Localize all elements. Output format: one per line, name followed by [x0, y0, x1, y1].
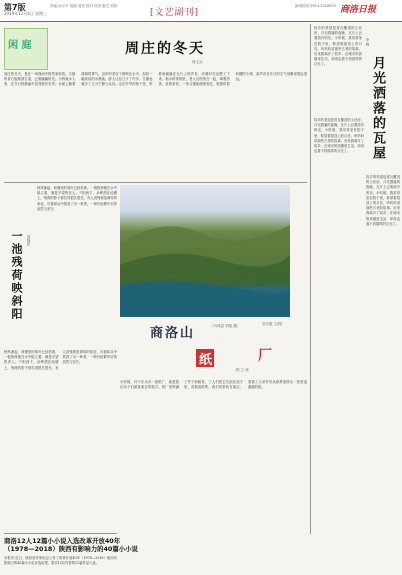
news-body: 本报讯 近日，陕西省作家协会公布了改革开放40年（1978—2018）陕西有影响力的40篇小小说评选结果，我市12位作者的12篇作品入选。 — [4, 556, 117, 566]
tagline: 新闻热线 0914-2318503 — [295, 4, 336, 8]
paper-name: 商洛日报 — [340, 5, 377, 15]
main-article-body: 周庄的冬天，是在一场细雨中悄然来临的。古镇的青石板路被打湿，泛着幽幽的光。小桥流水人家，在冬日的静谧中显得格外安详。水面上飘着薄薄的雾气，沿岸的老房子倒映在水中，如同一幅淡淡的水墨画。游人比往日少了许多，古镇也就多了几分宁静与从容。走在窄窄的巷子里，听着雨滴落在瓦片上的声音，仿佛时光也慢了下来。临水的茶馆里，老人们围坐在一起，喝着热茶，说着家常。一条乌篷船缓缓划过，船娘哼着软糯的小调，那声音在冬日的空气里飘得很远很远。 — [4, 72, 307, 87]
right-article-body-2: 故乡的老屋是青瓦覆顶的土坯房，月光洒落的夜晚，瓦片上泛着清冷的光。小时候，我常常坐在院子里，仰望着屋顶上的月亮，听奶奶讲那些古老的故事。后来我离开了故乡，在城市的高楼里生活，却再也看不到那样的月光了。 — [366, 175, 400, 226]
news-title: 商洛12人12篇小小说入选改革开放40年（1978—2018）陕西有影响力的40篇小小说 — [4, 537, 138, 553]
landscape-photo — [120, 185, 290, 317]
poem-body: 秋风渐起，荷塘里的荷叶已经枯黄，一根根荷梗在水中挺立着，像是守望的老人。夕阳西下，余晖洒在池塘上，残荷的影子被拉得很长很长。有人说残荷是凋零的象征，可我却从中看到了另一种美，一种历经繁华后的淡然与坚守。 — [4, 350, 117, 370]
divider — [4, 182, 307, 183]
right-top-body: 故乡的老屋是青瓦覆顶的土坯房，月光洒落的夜晚，瓦片上泛着清冷的光。小时候，我常常坐在院子里，仰望着屋顶上的月亮，听奶奶讲那些古老的故事。后来我离开了故乡，在城市的高楼里生活，却再也看不到那样的月光了。 — [314, 26, 362, 67]
main-article-author: 周文兵 — [192, 60, 203, 64]
page-number: 第7版 — [4, 3, 26, 12]
news-divider — [4, 533, 117, 534]
essay-author: 程 立 庚 — [236, 368, 249, 372]
mountain-lake-image — [120, 185, 290, 317]
section-title: [文艺副刊] — [150, 8, 200, 18]
column-logo-text: 闲 庭 — [8, 40, 32, 51]
essay-title-char-2: 厂 — [258, 348, 272, 364]
page-date: 2019年12月4日 星期三 — [4, 11, 48, 16]
photo-caption: 商洛山 — [150, 326, 196, 341]
poem-title: 一池残荷映斜阳 — [10, 230, 23, 321]
essay-body: 小时候，村子东头有一座纸厂，那是我们孩子们最喜欢去的地方。纸厂里堆满了竹子和稻草，工人们把它们泡在池子里，再捣成纸浆。我们常常趴在池边，看着工人用竹帘从纸浆里捞出一张张湿漉漉的纸。 — [120, 380, 307, 390]
essay-title-char-1: 纸 — [199, 353, 213, 368]
editors-line: 责编 孙小平 组版 周密 校对 杜萍 版式 邓欣 — [50, 4, 118, 8]
photo-credit: （丹凤县 刘斐 摄） — [210, 324, 241, 328]
photo-author: 刘永霞 文/图 — [262, 322, 282, 326]
right-article-title: 月光洒落的瓦屋 — [370, 56, 385, 161]
poem-author: 刘锦星 — [27, 235, 31, 246]
right-article-author: 李 峰 — [366, 38, 370, 47]
main-article-title: 周庄的冬天 — [125, 41, 205, 57]
column-divider — [310, 24, 311, 534]
right-article-body: 故乡的老屋是青瓦覆顶的土坯房，月光洒落的夜晚，瓦片上泛着清冷的光。小时候，我常常坐在院子里，仰望着屋顶上的月亮，听奶奶讲那些古老的故事。后来我离开了故乡，在城市的高楼里生活，却再也看不到那样的月光了。 — [314, 118, 364, 154]
poem-body-top: 秋风渐起，荷塘里的荷叶已经枯黄，一根根荷梗在水中挺立着，像是守望的老人。夕阳西下，余晖洒在池塘上，残荷的影子被拉得很长很长。有人说残荷是凋零的象征，可我却从中看到了另一种美，一种历经繁华后的淡然与坚守。 — [37, 186, 117, 211]
